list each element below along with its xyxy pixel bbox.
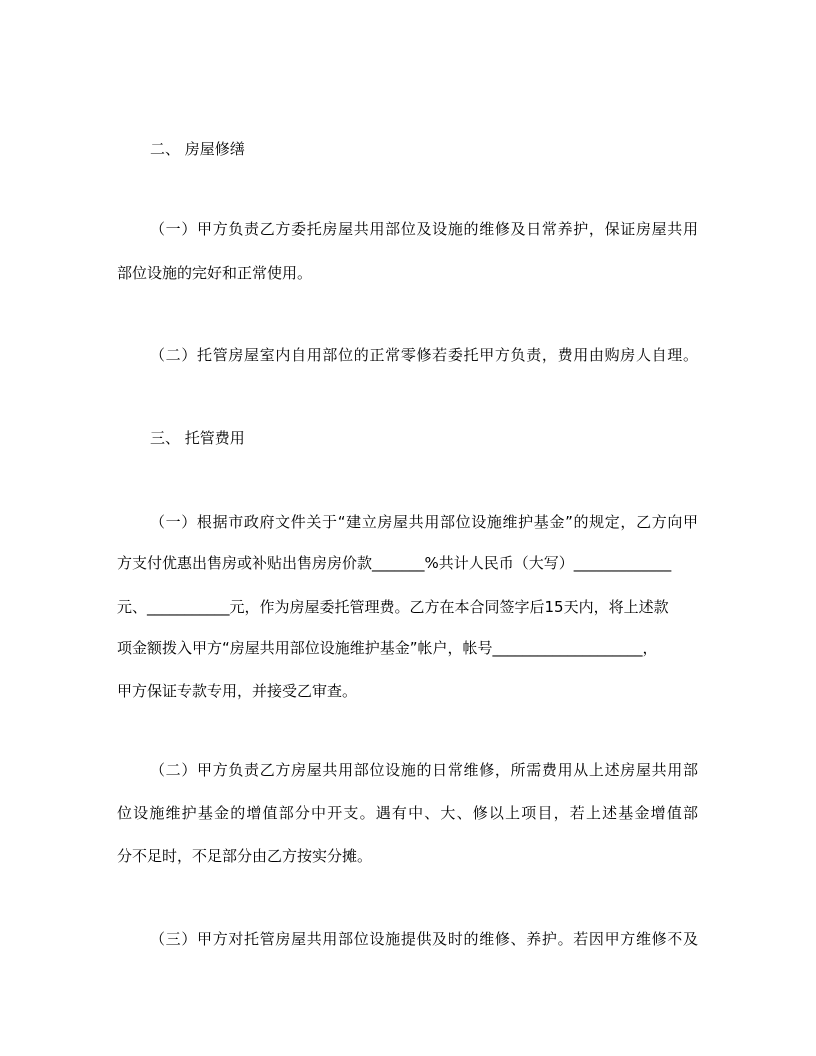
section-heading-house-repair: 二、 房屋修缮: [150, 140, 245, 158]
paragraph-line: （一）甲方负责乙方委托房屋共用部位及设施的维修及日常养护，保证房屋共用: [150, 220, 698, 238]
paragraph-line: 位设施维护基金的增值部分中开支。遇有中、大、修以上项目，若上述基金增值部: [117, 804, 698, 822]
paragraph-line: 分不足时，不足部分由乙方按实分摊。: [117, 847, 373, 865]
paragraph-line: 甲方保证专款专用，并接受乙审查。: [117, 682, 358, 700]
paragraph-line: 方支付优惠出售房或补贴出售房房价款_______%共计人民币（大写）_____________: [117, 554, 672, 572]
paragraph-line: 项金额拨入甲方“房屋共用部位设施维护基金”帐户，帐号____________________，: [117, 639, 658, 657]
paragraph-line: 部位设施的完好和正常使用。: [117, 264, 313, 282]
section-heading-custody-fee: 三、 托管费用: [150, 429, 245, 447]
paragraph-line: 元、___________元，作为房屋委托管理费。乙方在本合同签字后15天内，将上述款: [117, 598, 669, 616]
paragraph-line: （三）甲方对托管房屋共用部位设施提供及时的维修、养护。若因甲方维修不及: [150, 930, 698, 948]
paragraph-line: （二）甲方负责乙方房屋共用部位设施的日常维修，所需费用从上述房屋共用部: [150, 761, 698, 779]
paragraph-line: （二）托管房屋室内自用部位的正常零修若委托甲方负责，费用由购房人自理。: [150, 346, 698, 364]
paragraph-line: （一）根据市政府文件关于“建立房屋共用部位设施维护基金”的规定，乙方向甲: [150, 513, 698, 531]
